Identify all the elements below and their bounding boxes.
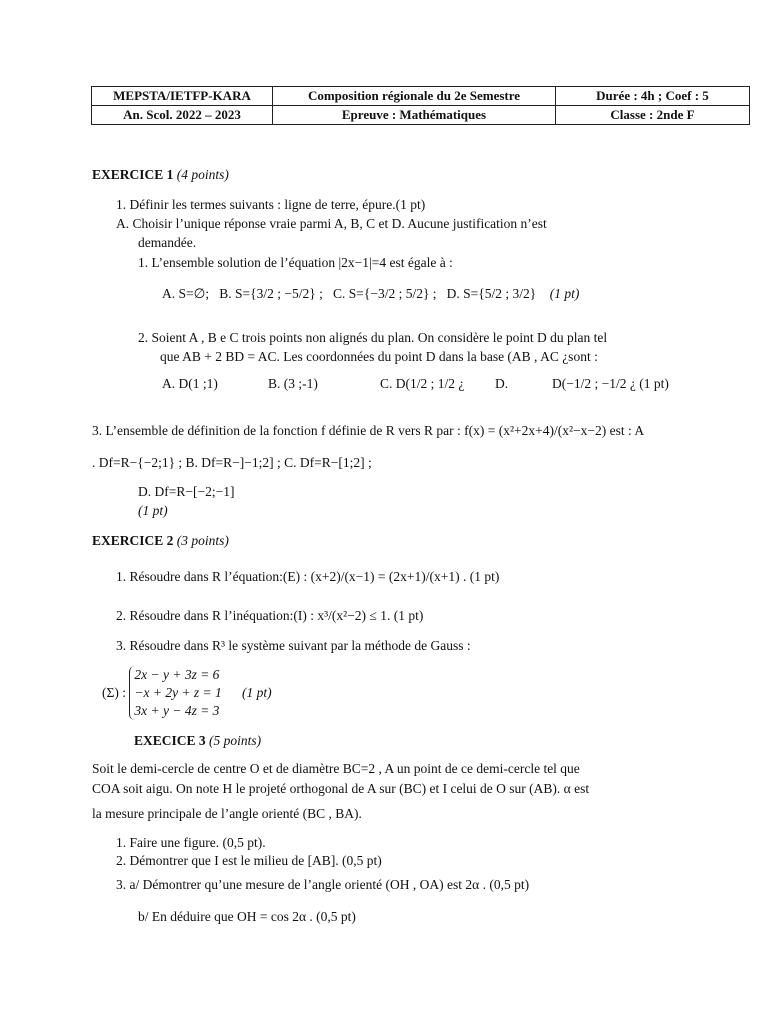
header-subject: Epreuve : Mathématiques [273, 106, 556, 125]
ex3-paragraph-line1: Soit le demi-cercle de centre O et de diamètre BC=2 , A un point de ce demi-cercle tel que [92, 761, 580, 776]
system-eq-2: −x + 2y + z = 1 [134, 685, 222, 700]
exercise-1-heading [92, 166, 229, 184]
header-school-year: An. Scol. 2022 – 2023 [92, 106, 273, 125]
header-institution: MEPSTA/IETFP-KARA [92, 87, 273, 106]
ex1-subquestion-1: 1. L’ensemble solution de l’équation |2x−1|=4 est égale à : [138, 255, 453, 270]
ex1-question-3-line3: D. Df=R−[−2;−1] [138, 484, 235, 499]
ex3-question-3a: 3. a/ Démontrer qu’une mesure de l’angle orienté (OH , OA) est 2α . (0,5 pt) [116, 877, 530, 892]
system-eq-3: 3x + y − 4z = 3 [134, 703, 220, 718]
ex1-question-3-line1: 3. L’ensemble de définition de la fonction f définie de R vers R par : f(x) = (x²+2x+4)/(x²−x−2) est : A [92, 423, 645, 438]
ex1-q2-option-b: B. (3 ;-1) [268, 376, 318, 391]
exercise-3-heading [134, 732, 261, 750]
ex1-subquestion-2-line2: que AB + 2 BD = AC. Les coordonnées du point D dans la base (AB , AC ¿sont : [160, 349, 598, 364]
system-label: (Σ) : [102, 685, 126, 700]
ex1-q2-option-d-value: D(−1/2 ; −1/2 ¿ (1 pt) [552, 376, 669, 391]
header-composition: Composition régionale du 2e Semestre [273, 87, 556, 106]
ex1-q2-option-a: A. D(1 ;1) [162, 376, 218, 391]
system-eq-1: 2x − y + 3z = 6 [134, 667, 220, 682]
system-points: (1 pt) [242, 685, 272, 700]
ex1-q2-option-d-label: D. [495, 376, 509, 391]
exercise-2-points: (3 points) [176, 533, 229, 548]
option-d: D. S={5/2 ; 3/2} [446, 286, 537, 301]
exercise-1-title: EXERCICE 1 [92, 167, 174, 182]
exercise-2-heading [92, 532, 229, 550]
ex2-question-3: 3. Résoudre dans R³ le système suivant par la méthode de Gauss : [116, 638, 471, 653]
ex3-question-1: 1. Faire une figure. (0,5 pt). [116, 835, 266, 850]
ex2-system [102, 666, 272, 720]
ex1-question-3-points: (1 pt) [138, 503, 168, 518]
header-class: Classe : 2nde F [556, 106, 750, 125]
exercise-1-points: (4 points) [176, 167, 229, 182]
ex1-options-row [162, 285, 579, 303]
ex1-question-a-line1: A. Choisir l’unique réponse vraie parmi A, B, C et D. Aucune justification n’est [116, 216, 547, 231]
system-equations [129, 666, 221, 720]
ex1-question-a-line2: demandée. [138, 235, 197, 250]
ex3-question-3b: b/ En déduire que OH = cos 2α . (0,5 pt) [138, 909, 356, 924]
ex1-question-1: 1. Définir les termes suivants : ligne de terre, épure.(1 pt) [116, 197, 426, 212]
option-c: C. S={−3/2 ; 5/2} ; [332, 286, 437, 301]
exercise-2-title: EXERCICE 2 [92, 533, 174, 548]
exercise-3-points: (5 points) [209, 733, 262, 748]
option-a: A. S=∅; [162, 286, 210, 301]
ex1-question-3-line2: . Df=R−{−2;1} ; B. Df=R−]−1;2] ; C. Df=R−[1;2] ; [92, 455, 372, 470]
header-duration: Durée : 4h ; Coef : 5 [556, 87, 750, 106]
option-b: B. S={3/2 ; −5/2} ; [219, 286, 323, 301]
exam-header-table [91, 86, 750, 125]
ex3-question-2: 2. Démontrer que I est le milieu de [AB]. (0,5 pt) [116, 853, 382, 868]
ex1-subquestion-2-line1: 2. Soient A , B e C trois points non alignés du plan. On considère le point D du plan tel [138, 330, 608, 345]
ex3-paragraph-line3: la mesure principale de l’angle orienté (BC , BA). [92, 806, 362, 821]
ex1-q2-option-c: C. D(1/2 ; 1/2 ¿ [380, 376, 465, 391]
ex3-paragraph-line2: COA soit aigu. On note H le projeté orthogonal de A sur (BC) et I celui de O sur (AB). α est [92, 781, 590, 796]
exercise-3-title: EXECICE 3 [134, 733, 206, 748]
option-points: (1 pt) [549, 286, 580, 301]
ex2-question-1: 1. Résoudre dans R l’équation:(E) : (x+2)/(x−1) = (2x+1)/(x+1) . (1 pt) [116, 569, 500, 584]
ex2-question-2: 2. Résoudre dans R l’inéquation:(I) : x³/(x²−2) ≤ 1. (1 pt) [116, 608, 424, 623]
